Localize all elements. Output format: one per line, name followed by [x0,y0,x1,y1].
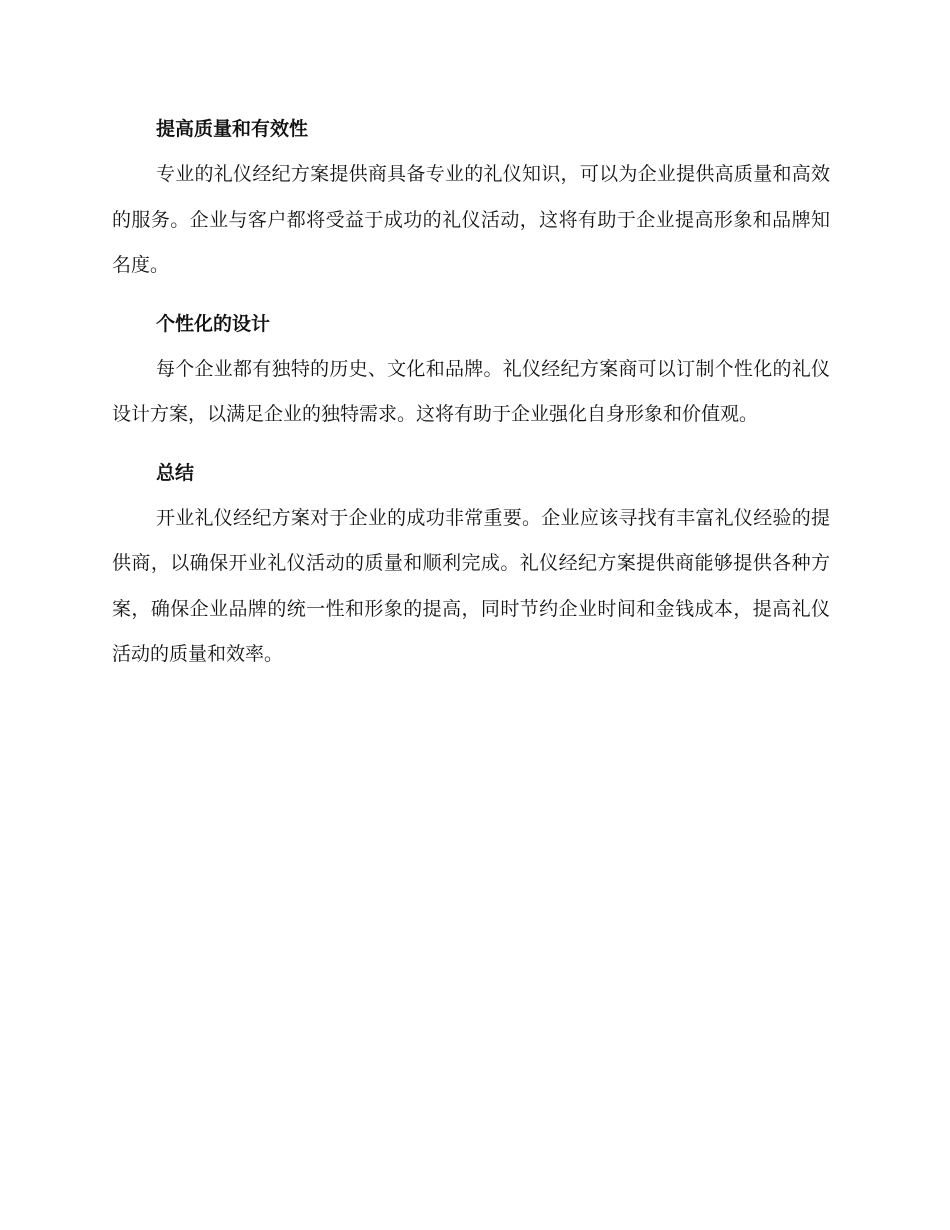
section-paragraph: 专业的礼仪经纪方案提供商具备专业的礼仪知识，可以为企业提供高质量和高效的服务。企业与客户都将受益于成功的礼仪活动，这将有助于企业提高形象和品牌知名度。 [112,163,830,276]
section-summary [112,450,830,678]
document-page [112,106,830,690]
section-paragraph: 开业礼仪经纪方案对于企业的成功非常重要。企业应该寻找有丰富礼仪经验的提供商，以确保开业礼仪活动的质量和顺利完成。礼仪经纪方案提供商能够提供各种方案，确保企业品牌的统一性和形象的提高，同时节约企业时间和金钱成本，提高礼仪活动的质量和效率。 [112,506,830,665]
section-heading: 提高质量和有效性 [156,118,309,140]
section-heading: 总结 [156,461,195,484]
section-quality [112,106,830,289]
section-heading: 个性化的设计 [156,312,271,335]
section-personalized-design [112,301,830,438]
section-paragraph: 每个企业都有独特的历史、文化和品牌。礼仪经纪方案商可以订制个性化的礼仪设计方案，以满足企业的独特需求。这将有助于企业强化自身形象和价值观。 [112,357,830,425]
